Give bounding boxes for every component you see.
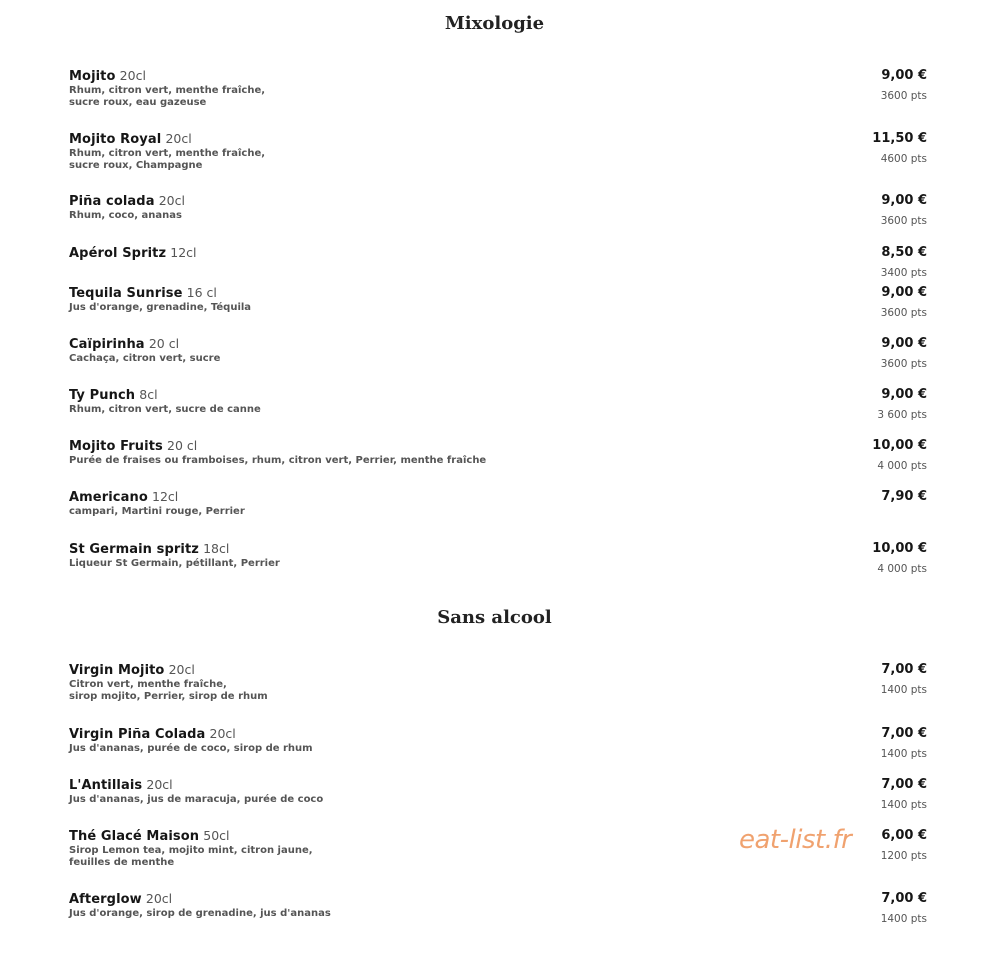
menu-item-heading bbox=[69, 387, 927, 404]
menu-item-volume: 12cl bbox=[170, 245, 197, 260]
menu-item-heading bbox=[69, 891, 927, 908]
menu-item-heading bbox=[69, 541, 927, 558]
menu-item bbox=[69, 336, 927, 370]
menu-item bbox=[69, 245, 927, 279]
menu-item-price: 10,00 € bbox=[872, 541, 927, 556]
menu-item-points: 3400 pts bbox=[880, 267, 927, 279]
menu-item-heading bbox=[69, 193, 927, 210]
menu-item-name: Apérol Spritz bbox=[69, 246, 167, 261]
menu-item-description bbox=[69, 679, 927, 703]
menu-item-name: Ty Punch bbox=[69, 388, 136, 403]
menu-item-points: 1400 pts bbox=[880, 684, 927, 696]
menu-item-heading bbox=[69, 438, 927, 455]
watermark-logo: eat-list.fr bbox=[739, 825, 852, 855]
menu-item-heading bbox=[69, 131, 927, 148]
menu-item-description bbox=[69, 743, 927, 755]
menu-item-volume: 8cl bbox=[139, 387, 158, 402]
menu-item-volume: 20 cl bbox=[167, 438, 198, 453]
menu-item-description bbox=[69, 148, 927, 172]
menu-item-name: Thé Glacé Maison bbox=[69, 829, 200, 844]
menu-item-name: L'Antillais bbox=[69, 778, 143, 793]
menu-item-name: Virgin Piña Colada bbox=[69, 727, 206, 742]
menu-item-points: 1400 pts bbox=[880, 913, 927, 925]
menu-item-name: Americano bbox=[69, 490, 148, 505]
menu-item-price: 9,00 € bbox=[881, 387, 927, 402]
menu-item bbox=[69, 438, 927, 472]
menu-item-points: 1400 pts bbox=[880, 799, 927, 811]
menu-item-volume: 20cl bbox=[158, 193, 185, 208]
menu-item-heading bbox=[69, 336, 927, 353]
menu-item-name: Piña colada bbox=[69, 194, 155, 209]
menu-item-description bbox=[69, 353, 927, 365]
menu-item-description-line: sucre roux, eau gazeuse bbox=[69, 97, 207, 108]
menu-item-points: 3600 pts bbox=[880, 358, 927, 370]
menu-item-volume: 50cl bbox=[203, 828, 230, 843]
section-title-sans-alcool: Sans alcool bbox=[437, 607, 552, 628]
menu-item-points: 3600 pts bbox=[880, 215, 927, 227]
menu-item-volume: 20cl bbox=[145, 891, 173, 906]
menu-item-points: 3600 pts bbox=[880, 307, 927, 319]
menu-item-description bbox=[69, 210, 927, 222]
menu-item-description-line: Rhum, citron vert, menthe fraîche, bbox=[69, 148, 266, 159]
menu-item-description bbox=[69, 404, 927, 416]
menu-item-description-line: Jus d'ananas, purée de coco, sirop de rhum bbox=[69, 743, 313, 754]
menu-item-description-line: Cachaça, citron vert, sucre bbox=[69, 353, 221, 364]
menu-item-price: 7,90 € bbox=[881, 489, 927, 504]
menu-item-description-line: sucre roux, Champagne bbox=[69, 160, 203, 171]
menu-item-heading bbox=[69, 68, 927, 85]
menu-item-volume: 18cl bbox=[203, 541, 230, 556]
menu-item-description bbox=[69, 794, 927, 806]
menu-item-heading bbox=[69, 726, 927, 743]
section-title-mixologie: Mixologie bbox=[444, 13, 545, 34]
menu-item bbox=[69, 68, 927, 109]
menu-item-heading bbox=[69, 489, 927, 506]
menu-item-points: 1200 pts bbox=[880, 850, 927, 862]
menu-item-description bbox=[69, 85, 927, 109]
menu-item-price: 7,00 € bbox=[881, 662, 927, 677]
menu-item-volume: 20cl bbox=[119, 68, 146, 83]
menu-item-description bbox=[69, 506, 927, 518]
menu-item-price: 9,00 € bbox=[881, 68, 927, 83]
menu-item-heading bbox=[69, 777, 927, 794]
menu-item-price: 9,00 € bbox=[881, 285, 927, 300]
menu-item-price: 7,00 € bbox=[881, 891, 927, 906]
menu-item-points: 3600 pts bbox=[880, 90, 927, 102]
menu-item-description-line: Rhum, citron vert, sucre de canne bbox=[69, 404, 261, 415]
menu-item-volume: 12cl bbox=[152, 489, 179, 504]
menu-item-points: 3 600 pts bbox=[877, 409, 927, 421]
menu-item-price: 9,00 € bbox=[881, 336, 927, 351]
menu-item-name: Caïpirinha bbox=[69, 337, 145, 352]
menu-item-price: 6,00 € bbox=[881, 828, 927, 843]
menu-item-name: Mojito bbox=[69, 69, 116, 84]
menu-item-price: 10,00 € bbox=[872, 438, 927, 453]
menu-item-description-line: Citron vert, menthe fraîche, bbox=[69, 679, 227, 690]
menu-item-description-line: feuilles de menthe bbox=[69, 857, 175, 868]
menu-item bbox=[69, 387, 927, 421]
menu-item bbox=[69, 777, 927, 811]
menu-item bbox=[69, 541, 927, 575]
menu-item-volume: 16 cl bbox=[186, 285, 217, 300]
menu-item bbox=[69, 285, 927, 319]
menu-item-price: 11,50 € bbox=[872, 131, 927, 146]
menu-item-name: Virgin Mojito bbox=[69, 663, 165, 678]
menu-item-name: Mojito Royal bbox=[69, 132, 162, 147]
menu-item-description-line: campari, Martini rouge, Perrier bbox=[69, 506, 245, 517]
menu-item-price: 9,00 € bbox=[881, 193, 927, 208]
menu-item-name: St Germain spritz bbox=[69, 542, 199, 557]
menu-item-description-line: Jus d'ananas, jus de maracuja, purée de coco bbox=[69, 794, 324, 805]
menu-item bbox=[69, 193, 927, 227]
menu-item-points: 1400 pts bbox=[880, 748, 927, 760]
menu-item-volume: 20cl bbox=[165, 131, 192, 146]
menu-item-heading bbox=[69, 245, 927, 262]
menu-item-description-line: Rhum, coco, ananas bbox=[69, 210, 182, 221]
menu-item-points: 4 000 pts bbox=[877, 563, 927, 575]
menu-item-points: 4600 pts bbox=[880, 153, 927, 165]
menu-item-description-line: Rhum, citron vert, menthe fraîche, bbox=[69, 85, 266, 96]
menu-item-volume: 20cl bbox=[146, 777, 173, 792]
menu-item-description-line: Jus d'orange, sirop de grenadine, jus d'ananas bbox=[69, 908, 331, 919]
menu-item bbox=[69, 131, 927, 172]
menu-item-volume: 20cl bbox=[209, 726, 236, 741]
menu-item-heading bbox=[69, 285, 927, 302]
menu-item-description-line: sirop mojito, Perrier, sirop de rhum bbox=[69, 691, 268, 702]
menu-item-description-line: Purée de fraises ou framboises, rhum, citron vert, Perrier, menthe fraîche bbox=[69, 455, 487, 466]
menu-item-price: 7,00 € bbox=[881, 726, 927, 741]
menu-item bbox=[69, 489, 927, 518]
menu-item-description bbox=[69, 455, 927, 467]
menu-item-points: 4 000 pts bbox=[877, 460, 927, 472]
menu-item-name: Tequila Sunrise bbox=[69, 286, 183, 301]
menu-item bbox=[69, 662, 927, 703]
menu-item-description-line: Liqueur St Germain, pétillant, Perrier bbox=[69, 558, 280, 569]
menu-item-volume: 20cl bbox=[168, 662, 195, 677]
menu-item-description bbox=[69, 558, 927, 570]
menu-item-description bbox=[69, 908, 927, 920]
menu-item bbox=[69, 726, 927, 760]
menu-item-description bbox=[69, 302, 927, 314]
menu-item-heading bbox=[69, 662, 927, 679]
menu-item-description-line: Jus d'orange, grenadine, Téquila bbox=[69, 302, 252, 313]
menu-item bbox=[69, 891, 927, 925]
menu-item-price: 8,50 € bbox=[881, 245, 927, 260]
menu-item-description-line: Sirop Lemon tea, mojito mint, citron jaune, bbox=[69, 845, 313, 856]
menu-item-name: Mojito Fruits bbox=[69, 439, 163, 454]
menu-item-volume: 20 cl bbox=[148, 336, 180, 351]
menu-item-name: Afterglow bbox=[69, 892, 142, 907]
menu-item-price: 7,00 € bbox=[881, 777, 927, 792]
